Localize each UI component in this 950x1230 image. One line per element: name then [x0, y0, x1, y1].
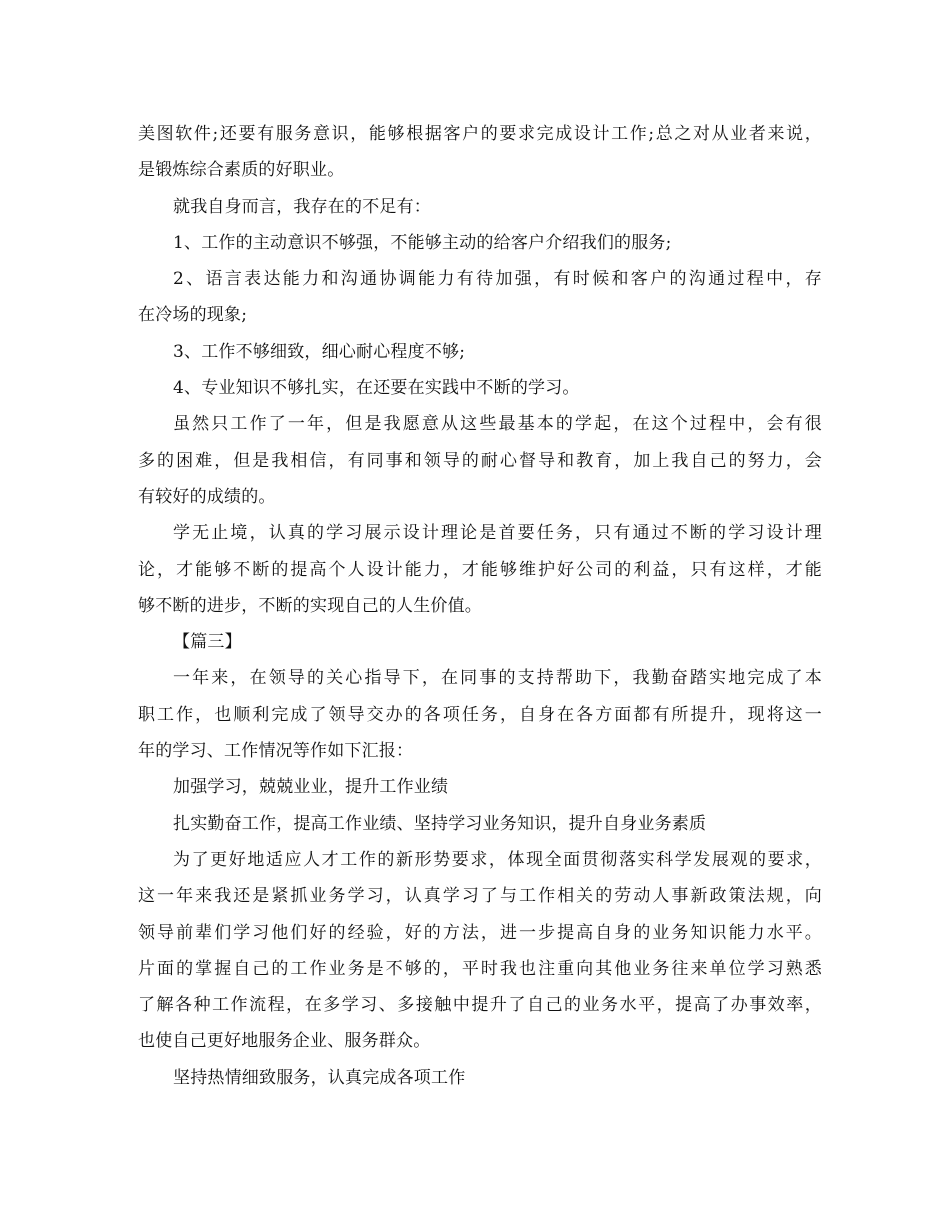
text-line: 有较好的成绩的。 — [138, 486, 276, 507]
text-line: 论，才能够不断的提高个人设计能力，才能够维护好公司的利益，只有这样，才能 — [138, 559, 822, 580]
list-item: 3、工作不够细致，细心耐心程度不够; — [173, 341, 466, 362]
text-line: 职工作，也顺利完成了领导交办的各项任务，自身在各方面都有所提升，现将这一 — [138, 704, 822, 725]
text-line: 就我自身而言，我存在的不足有： — [173, 196, 431, 217]
subheading: 扎实勤奋工作，提高工作业绩、坚持学习业务知识，提升自身业务素质 — [173, 813, 707, 834]
text-line: 了解各种工作流程，在多学习、多接触中提升了自己的业务水平，提高了办事效率， — [138, 995, 822, 1016]
list-item: 2、语言表达能力和沟通协调能力有待加强，有时候和客户的沟通过程中，存 — [173, 269, 822, 290]
text-line: 多的困难，但是我相信，有同事和领导的耐心督导和教育，加上我自己的努力，会 — [138, 450, 822, 471]
text-line: 美图软件;还要有服务意识，能够根据客户的要求完成设计工作;总之对从业者来说， — [138, 124, 822, 144]
text-line: 为了更好地适应人才工作的新形势要求，体现全面贯彻落实科学发展观的要求， — [173, 849, 822, 870]
section-heading: 【篇三】 — [173, 632, 242, 653]
subheading: 坚持热情细致服务，认真完成各项工作 — [173, 1067, 466, 1088]
text-line: 虽然只工作了一年，但是我愿意从这些最基本的学起，在这个过程中，会有很 — [173, 414, 822, 435]
text-line: 学无止境，认真的学习展示设计理论是首要任务，只有通过不断的学习设计理 — [173, 523, 822, 544]
text-line: 年的学习、工作情况等作如下汇报： — [138, 741, 414, 762]
text-line: 这一年来我还是紧抓业务学习，认真学习了与工作相关的劳动人事新政策法规，向 — [138, 886, 822, 907]
text-line: 在冷场的现象; — [138, 305, 248, 326]
text-line: 够不断的进步，不断的实现自己的人生价值。 — [138, 595, 482, 616]
list-item: 1、工作的主动意识不够强，不能够主动的给客户介绍我们的服务; — [173, 232, 672, 253]
text-line: 也使自己更好地服务企业、服务群众。 — [138, 1031, 431, 1052]
list-item: 4、专业知识不够扎实，在还要在实践中不断的学习。 — [173, 378, 580, 399]
subheading: 加强学习，兢兢业业，提升工作业绩 — [173, 777, 449, 798]
document-body — [138, 116, 822, 1096]
text-line: 一年来，在领导的关心指导下，在同事的支持帮助下，我勤奋踏实地完成了本 — [173, 668, 822, 689]
text-line: 片面的掌握自己的工作业务是不够的，平时我也注重向其他业务往来单位学习熟悉 — [138, 958, 822, 979]
text-line: 是锻炼综合素质的好职业。 — [138, 160, 345, 181]
text-line: 领导前辈们学习他们好的经验，好的方法，进一步提高自身的业务知识能力水平。 — [138, 922, 822, 943]
